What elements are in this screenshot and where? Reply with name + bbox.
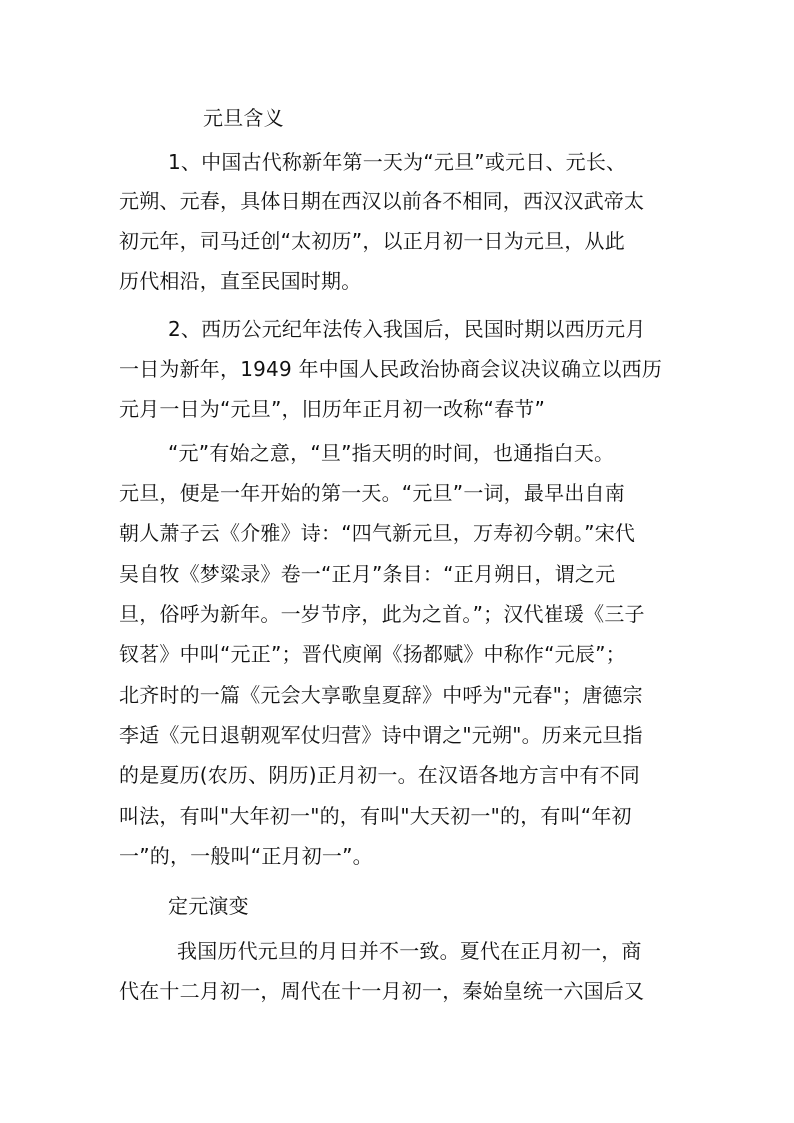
paragraph-line: 北齐时的一篇《元会大享歌皇夏辞》中呼为"元春"；唐德宗	[119, 683, 643, 707]
paragraph-line: 1、中国古代称新年第一天为“元旦”或元日、元长、	[168, 150, 627, 174]
paragraph-line: 一”的，一般叫“正月初一”。	[119, 844, 373, 868]
paragraph-line: 一日为新年，1949 年中国人民政治协商会议决议确立以西历	[119, 357, 663, 381]
paragraph-line: 朝人萧子云《介雅》诗：“四气新元旦，万寿初今朝。”宋代	[119, 521, 636, 545]
paragraph-line: 叫法，有叫"大年初一"的，有叫"大天初一"的，有叫“年初	[119, 804, 632, 828]
paragraph-line: 李适《元日退朝观军仗归营》诗中谓之"元朔"。历来元旦指	[119, 723, 643, 747]
paragraph-line: 元月一日为“元旦”，旧历年正月初一改称“春节”	[119, 397, 546, 421]
paragraph-line: 我国历代元旦的月日并不一致。夏代在正月初一，商	[177, 939, 642, 963]
paragraph-line: 吴自牧《梦粱录》卷一“正月”条目：“正月朔日，谓之元	[119, 562, 616, 586]
paragraph-line: 代在十二月初一，周代在十一月初一，秦始皇统一六国后又	[119, 979, 645, 1003]
section-heading-evolution: 定元演变	[168, 894, 249, 918]
paragraph-line: 的是夏历(农历、阴历)正月初一。在汉语各地方言中有不同	[119, 763, 641, 787]
paragraph-line: 元旦，便是一年开始的第一天。“元旦”一词，最早出自南	[119, 481, 625, 505]
paragraph-line: “元”有始之意，“旦”指天明的时间，也通指白天。	[168, 441, 615, 465]
section-heading-meaning: 元旦含义	[203, 106, 284, 130]
paragraph-line: 元朔、元春，具体日期在西汉以前各不相同，西汉汉武帝太	[119, 189, 645, 213]
paragraph-line: 2、西历公元纪年法传入我国后，民国时期以西历元月	[168, 317, 646, 341]
paragraph-line: 历代相沿，直至民国时期。	[119, 269, 362, 293]
paragraph-line: 初元年，司马迁创“太初历”，以正月初一日为元旦，从此	[119, 229, 625, 253]
paragraph-line: 旦，俗呼为新年。一岁节序，此为之首。”；汉代崔瑗《三子	[119, 602, 645, 626]
paragraph-line: 钗茗》中叫“元正”；晋代庾阐《扬都赋》中称作“元辰”；	[119, 642, 626, 666]
